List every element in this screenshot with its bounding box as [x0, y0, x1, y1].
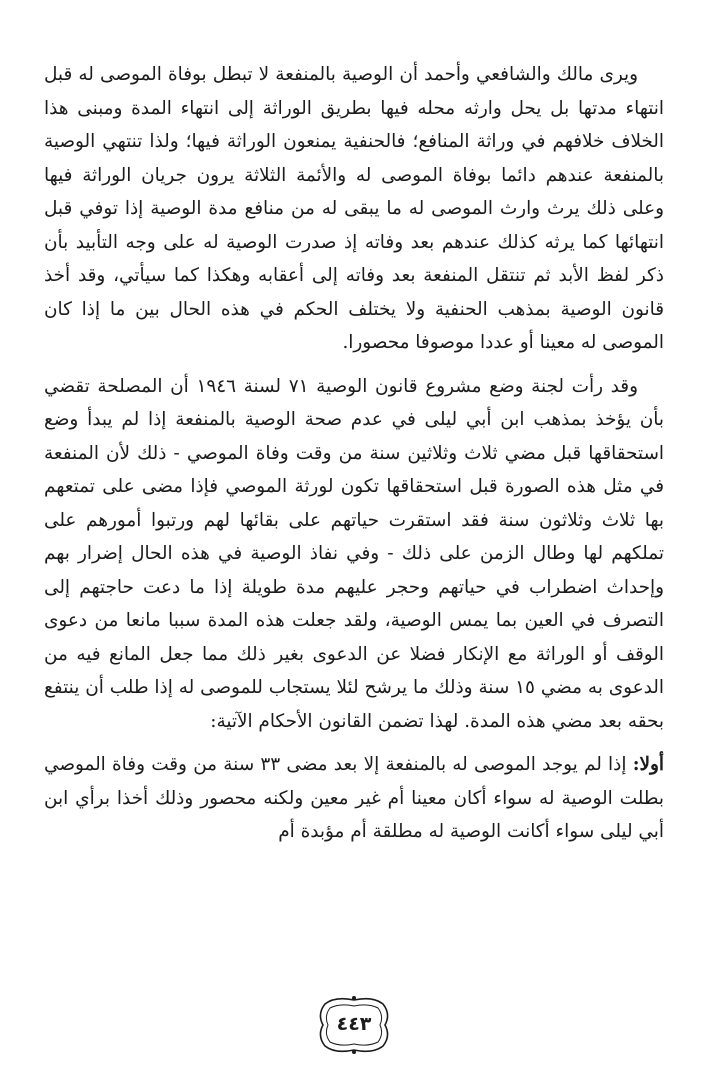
paragraph-2: وقد رأت لجنة وضع مشروع قانون الوصية ٧١ لسنة ١٩٤٦ أن المصلحة تقضي بأن يؤخذ بمذهب ابن أبي ليلى في عدم صحة الوصية بالمنفعة إذا لم يبدأ وضع استحقاقها قبل مضي ثلاث وثلاثين سنة من وقت وفاة الموصي - ذلك لأن المنفعة في مثل هذه الصورة قبل استحقاقها تكون لورثة الموصي فإذا مضى على تمتعهم بها ثلاث وثلاثون سنة فقد استقرت حياتهم على بقائها لهم ورتبوا أمورهم على تملكهم لها وطال الزمن على ذلك - وفي نفاذ الوصية في هذه الحال إضرار بهم وإحداث اضطراب في حياتهم وحجر عليهم مدة طويلة إذا ما دعت حاجتهم إلى التصرف في العين بما يمس الوصية، ولقد جعلت هذه المدة سببا مانعا من دعوى الوقف أو الوراثة مع الإنكار فضلا عن الدعوى بغير ذلك مما جعل المانع فيه من الدعوى به مضي ١٥ سنة وذلك ما يرشح لئلا يستجاب للموصى له إذا طلب أن ينتفع بحقه بعد مضي هذه المدة. لهذا تضمن القانون الأحكام الآتية:: [44, 375, 664, 732]
paragraph-3-lead: أولا:: [632, 754, 664, 775]
paragraph-3: [44, 748, 664, 849]
page-number: ٤٤٣: [336, 1013, 372, 1035]
page-body: [44, 58, 664, 1024]
paragraph-3-text: إذا لم يوجد الموصى له بالمنفعة إلا بعد مضى ٣٣ سنة من وقت وفاة الموصي بطلت الوصية له سواء أكان معينا أم غير معين ولكنه محصور وذلك أخذا برأي ابن أبي ليلى سواء أكانت الوصية له مطلقة أم مؤبدة أم: [44, 754, 664, 842]
page-number-ornament: [315, 994, 393, 1056]
paragraph-1: ويرى مالك والشافعي وأحمد أن الوصية بالمنفعة لا تبطل بوفاة الموصى له قبل انتهاء مدتها بل يحل وارثه محله فيها بطريق الوراثة إلى انتهاء المدة ومبنى هذا الخلاف خلافهم في وراثة المنافع؛ فالحنفية يمنعون الوراثة فيها؛ ولذا تنتهي الوصية بالمنفعة عندهم دائما بوفاة الموصى له والأئمة الثلاثة يرون جريان الوراثة فيها وعلى ذلك يرث وارث الموصى له ما يبقى له من منافع مدة الوصية إذا توفي قبل انتهائها كما يرثه كذلك عندهم بعد وفاته إذ صدرت الوصية له على وجه التأبيد بأن ذكر لفظ الأبد ثم تنتقل المنفعة بعد وفاته إلى أعقابه وهكذا كما سيأتي، وقد أخذ قانون الوصية بمذهب الحنفية ولا يختلف الحكم في هذه الحال بين ما إذا كان الموصى له معينا أو عددا موصوفا محصورا.: [44, 64, 664, 353]
